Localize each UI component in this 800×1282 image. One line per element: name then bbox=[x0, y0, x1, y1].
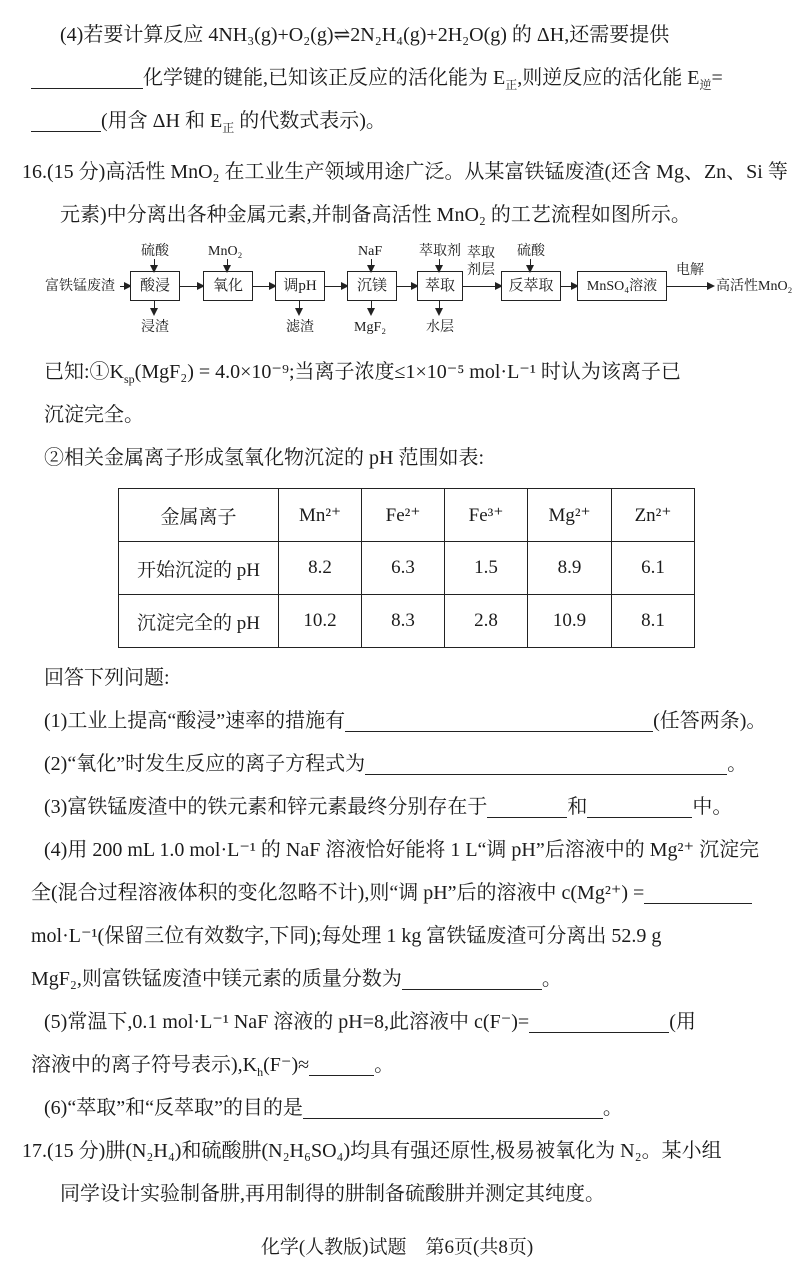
q16-sub5-line2 bbox=[22, 1044, 772, 1087]
q15-part4-line2 bbox=[22, 57, 772, 100]
flow-arrow bbox=[325, 286, 347, 287]
question-text: 回答下列问题: bbox=[44, 667, 170, 689]
table-row-label: 沉淀完全的 pH bbox=[119, 595, 279, 648]
table-header-cell: Mg²⁺ bbox=[528, 489, 612, 542]
question-text: (3)富铁锰废渣中的铁元素和锌元素最终分别存在于 bbox=[44, 796, 488, 818]
question-text: 沉淀完全。 bbox=[44, 404, 144, 426]
flow-output-leach-residue: 浸渣 bbox=[141, 320, 169, 335]
q16-sub1 bbox=[22, 700, 772, 743]
answer-blank bbox=[402, 969, 542, 990]
input-arrow bbox=[227, 259, 228, 271]
question-text: 元素)中分离出各种金属元素,并制备高活性 MnO₂ 的工艺流程如图所示。 bbox=[60, 204, 691, 226]
input-arrow bbox=[439, 259, 440, 271]
input-arrow bbox=[154, 259, 155, 271]
known-line1 bbox=[22, 351, 772, 394]
flow-label-text: 剂层 bbox=[467, 263, 495, 278]
flow-box-back-extraction: 反萃取 bbox=[501, 271, 561, 301]
flow-output-filter-residue: 滤渣 bbox=[286, 320, 314, 335]
table-row bbox=[119, 542, 695, 595]
answer-blank bbox=[345, 711, 653, 732]
question-text: (用含 ΔH 和 E bbox=[101, 110, 223, 132]
answer-blank bbox=[309, 1055, 374, 1076]
ph-table bbox=[118, 488, 695, 648]
subscript-zheng: 正 bbox=[505, 78, 518, 92]
flow-arrow bbox=[463, 286, 501, 287]
table-header-cell: Mn²⁺ bbox=[279, 489, 362, 542]
question-text: 16.(15 分)高活性 MnO₂ 在工业生产领域用途广泛。从某富铁锰废渣(还含 Mg、Zn、Si 等 bbox=[22, 161, 788, 183]
table-header-cell: Zn²⁺ bbox=[612, 489, 695, 542]
table-cell: 6.3 bbox=[362, 542, 445, 595]
question-text: (5)常温下,0.1 mol·L⁻¹ NaF 溶液的 pH=8,此溶液中 c(F⁻)= bbox=[44, 1011, 530, 1033]
question-text: 溶液中的离子符号表示),K bbox=[31, 1054, 258, 1076]
q16-sub4-line2 bbox=[22, 872, 772, 915]
flow-label-extractant-layer bbox=[467, 245, 495, 279]
question-text: 和 bbox=[567, 796, 588, 818]
table-cell: 8.9 bbox=[528, 542, 612, 595]
q15-part4-line3 bbox=[22, 100, 772, 143]
q16-sub6 bbox=[22, 1087, 772, 1130]
flow-input-sulfuric-acid: 硫酸 bbox=[141, 244, 169, 259]
output-arrow bbox=[154, 301, 155, 314]
question-text: = bbox=[711, 67, 723, 89]
question-text: 17.(15 分)肼(N₂H₄)和硫酸肼(N₂H₆SO₄)均具有强还原性,极易被氧化为 N₂。某小组 bbox=[22, 1140, 722, 1162]
q17-line2 bbox=[22, 1173, 772, 1216]
q16-sub4-line3 bbox=[22, 915, 772, 958]
q15-part4-line1 bbox=[22, 14, 772, 57]
flow-label-text: 萃取 bbox=[467, 246, 495, 261]
flow-input-naf: NaF bbox=[358, 244, 383, 259]
flow-feed-label: 富铁锰废渣 bbox=[45, 279, 115, 294]
question-text: mol·L⁻¹(保留三位有效数字,下同);每处理 1 kg 富铁锰废渣可分离出 52.9 g bbox=[31, 925, 662, 947]
table-cell: 1.5 bbox=[445, 542, 528, 595]
question-text: ,则逆反应的活化能 E bbox=[517, 67, 700, 89]
table-cell: 6.1 bbox=[612, 542, 695, 595]
answer-blank bbox=[303, 1098, 603, 1119]
flow-product-label: 高活性MnO₂ bbox=[716, 279, 793, 294]
table-cell: 10.9 bbox=[528, 595, 612, 648]
question-text: 同学设计实验制备肼,再用制得的肼制备硫酸肼并测定其纯度。 bbox=[60, 1183, 605, 1205]
question-text: 全(混合过程溶液体积的变化忽略不计),则“调 pH”后的溶液中 c(Mg²⁺) = bbox=[31, 882, 645, 904]
answer-blank bbox=[31, 111, 101, 132]
input-arrow bbox=[530, 259, 531, 271]
flow-box-extraction: 萃取 bbox=[417, 271, 463, 301]
flow-arrow bbox=[561, 286, 577, 287]
flow-input-extractant: 萃取剂 bbox=[419, 244, 461, 259]
flow-box-oxidation: 氧化 bbox=[203, 271, 253, 301]
flow-box-adjust-ph: 调pH bbox=[275, 271, 325, 301]
flow-arrow bbox=[180, 286, 203, 287]
table-cell: 8.1 bbox=[612, 595, 695, 648]
table-row bbox=[119, 595, 695, 648]
q16-sub2 bbox=[22, 743, 772, 786]
answer-blank bbox=[529, 1012, 669, 1033]
question-text: (6)“萃取”和“反萃取”的目的是 bbox=[44, 1097, 303, 1119]
question-text: 中。 bbox=[692, 796, 733, 818]
table-header-cell: 金属离子 bbox=[119, 489, 279, 542]
known-line3 bbox=[22, 437, 772, 480]
flow-arrow bbox=[397, 286, 417, 287]
question-text: 。 bbox=[541, 968, 562, 990]
input-arrow bbox=[371, 259, 372, 271]
question-text: 化学键的键能,已知该正反应的活化能为 E bbox=[143, 67, 506, 89]
answer-blank bbox=[587, 797, 692, 818]
flow-output-mgf2: MgF₂ bbox=[354, 320, 387, 335]
flow-box-mnso4-solution: MnSO₄溶液 bbox=[577, 271, 667, 301]
flow-label-electrolysis: 电解 bbox=[676, 263, 704, 278]
table-row-label: 开始沉淀的 pH bbox=[119, 542, 279, 595]
question-text: 的代数式表示)。 bbox=[234, 110, 386, 132]
q16-sub4-line1 bbox=[22, 829, 772, 872]
question-text: (F⁻)≈ bbox=[263, 1054, 310, 1076]
answer-blank bbox=[644, 883, 752, 904]
question-text: (4)若要计算反应 4NH₃(g)+O₂(g)⇌2N₂H₄(g)+2H₂O(g) 的 ΔH,还需要提供 bbox=[60, 24, 670, 46]
answer-blank bbox=[31, 68, 143, 89]
output-arrow bbox=[439, 301, 440, 314]
q16-sub5-line1 bbox=[22, 1001, 772, 1044]
subscript-sp: sp bbox=[124, 372, 135, 386]
q16-sub3 bbox=[22, 786, 772, 829]
footer-text: 化学(人教版)试题 第6页(共8页) bbox=[260, 1237, 534, 1258]
question-text: 。 bbox=[374, 1054, 395, 1076]
q16-sub4-line4 bbox=[22, 958, 772, 1001]
known-line2 bbox=[22, 394, 772, 437]
answer-blank bbox=[365, 754, 727, 775]
answer-blank bbox=[487, 797, 567, 818]
flow-input-sulfuric-acid-2: 硫酸 bbox=[517, 244, 545, 259]
question-text: 。 bbox=[727, 753, 748, 775]
question-text: 。 bbox=[602, 1097, 623, 1119]
page-footer bbox=[22, 1226, 772, 1269]
output-arrow bbox=[299, 301, 300, 314]
table-header-cell: Fe³⁺ bbox=[445, 489, 528, 542]
table-cell: 10.2 bbox=[279, 595, 362, 648]
question-text: 已知:①K bbox=[44, 361, 124, 383]
subscript-ni: 逆 bbox=[699, 78, 712, 92]
q16-head-line2 bbox=[22, 194, 772, 237]
flow-box-precipitate-mg: 沉镁 bbox=[347, 271, 397, 301]
question-text: (1)工业上提高“酸浸”速率的措施有 bbox=[44, 710, 346, 732]
output-arrow bbox=[371, 301, 372, 314]
table-cell: 2.8 bbox=[445, 595, 528, 648]
flow-output-water-layer: 水层 bbox=[426, 320, 454, 335]
q16-head-line1 bbox=[22, 151, 788, 194]
flow-arrow bbox=[120, 286, 130, 287]
process-flow-diagram bbox=[45, 243, 797, 343]
flow-arrow bbox=[667, 286, 713, 287]
questions-intro bbox=[22, 657, 772, 700]
q17-line1 bbox=[22, 1130, 772, 1173]
flow-input-mno2: MnO₂ bbox=[208, 244, 243, 259]
question-text: (4)用 200 mL 1.0 mol·L⁻¹ 的 NaF 溶液恰好能将 1 L“调 pH”后溶液中的 Mg²⁺ 沉淀完 bbox=[44, 839, 760, 861]
question-text: (用 bbox=[669, 1011, 696, 1033]
subscript-h: h bbox=[257, 1065, 264, 1079]
flow-arrow bbox=[253, 286, 275, 287]
table-cell: 8.2 bbox=[279, 542, 362, 595]
table-header-cell: Fe²⁺ bbox=[362, 489, 445, 542]
flow-box-acid-leach: 酸浸 bbox=[130, 271, 180, 301]
subscript-zheng: 正 bbox=[222, 121, 235, 135]
question-text: MgF₂,则富铁锰废渣中镁元素的质量分数为 bbox=[31, 968, 402, 990]
table-cell: 8.3 bbox=[362, 595, 445, 648]
question-text: (MgF₂) = 4.0×10⁻⁹;当离子浓度≤1×10⁻⁵ mol·L⁻¹ 时认为该离子已 bbox=[134, 361, 681, 383]
question-text: ②相关金属离子形成氢氧化物沉淀的 pH 范围如表: bbox=[44, 447, 484, 469]
table-header-row bbox=[119, 489, 695, 542]
question-text: (任答两条)。 bbox=[653, 710, 767, 732]
question-text: (2)“氧化”时发生反应的离子方程式为 bbox=[44, 753, 366, 775]
